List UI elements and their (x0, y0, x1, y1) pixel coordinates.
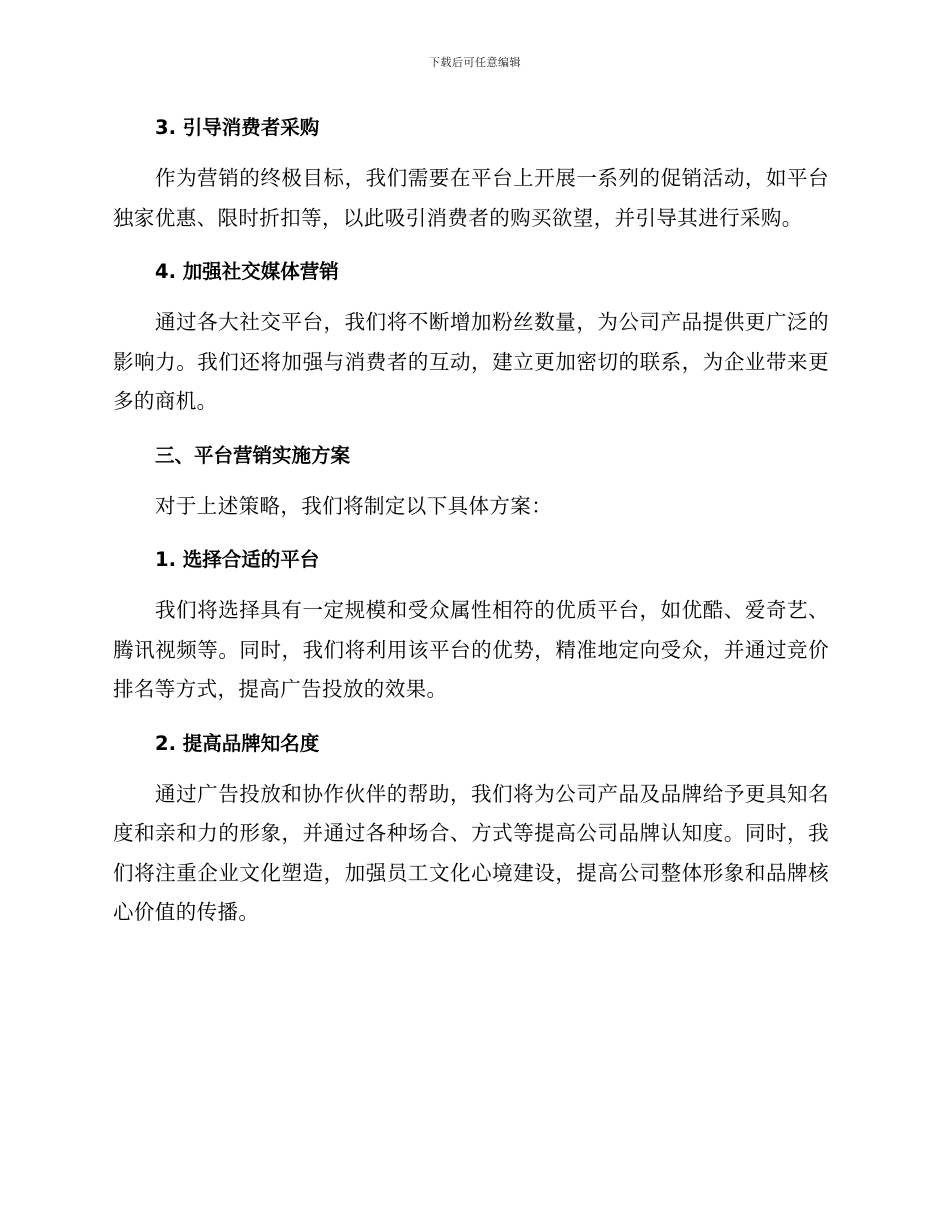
section-heading: 2. 提高品牌知名度 (155, 731, 320, 755)
section-paragraph: 作为营销的终极目标，我们需要在平台上开展一系列的促销活动，如平台独家优惠、限时折扣等，以此吸引消费者的购买欲望，并引导其进行采购。 (113, 166, 829, 230)
section-heading: 三、平台营销实施方案 (155, 443, 351, 467)
section-heading: 3. 引导消费者采购 (155, 116, 320, 139)
document-body (113, 108, 829, 947)
section-paragraph: 通过各大社交平台，我们将不断增加粉丝数量，为公司产品提供更广泛的影响力。我们还将加强与消费者的互动，建立更加密切的联系，为企业带来更多的商机。 (113, 310, 829, 413)
section-paragraph: 通过广告投放和协作伙伴的帮助，我们将为公司产品及品牌给予更具知名度和亲和力的形象，并通过各种场合、方式等提高公司品牌认知度。同时，我们将注重企业文化塑造，加强员工文化心境建设，提高公司整体形象和品牌核心价值的传播。 (113, 781, 829, 924)
section-heading: 1. 选择合适的平台 (155, 548, 320, 571)
section-paragraph: 我们将选择具有一定规模和受众属性相符的优质平台，如优酷、爱奇艺、腾讯视频等。同时，我们将利用该平台的优势，精准地定向受众，并通过竞价排名等方式，提高广告投放的效果。 (113, 598, 829, 701)
section-paragraph: 对于上述策略，我们将制定以下具体方案： (155, 493, 553, 518)
page-header: 下载后可任意编辑 (429, 56, 521, 69)
section-heading: 4. 加强社交媒体营销 (155, 260, 339, 283)
